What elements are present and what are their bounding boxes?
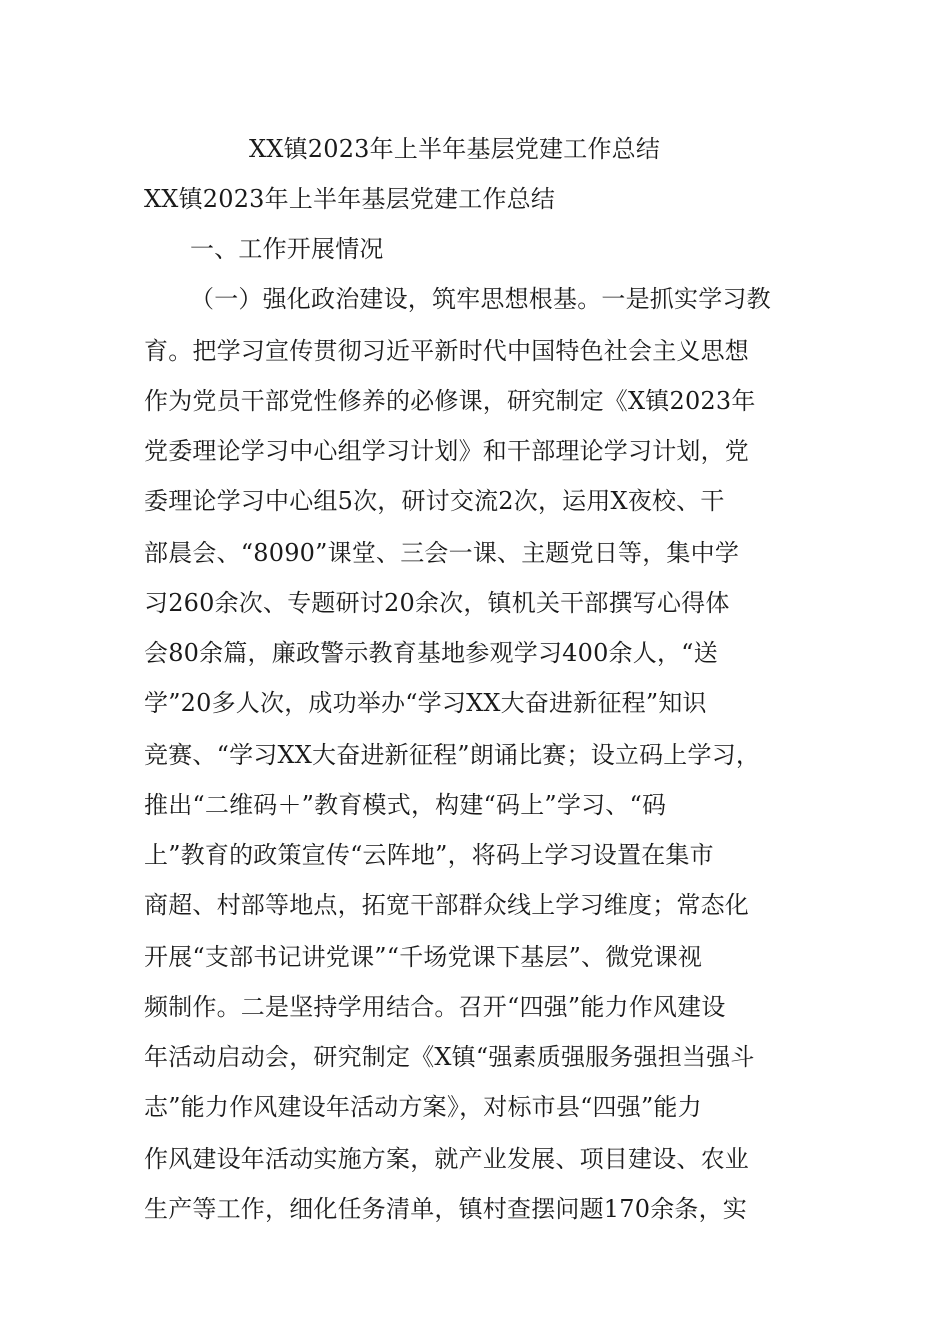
body-line: 党委理论学习中心组学习计划》和干部理论学习计划，党 xyxy=(144,437,749,465)
body-line: 育。把学习宣传贯彻习近平新时代中国特色社会主义思想 xyxy=(144,337,749,365)
body-line: 会80余篇，廉政警示教育基地参观学习400余人，“送 xyxy=(144,639,718,667)
body-line: 开展“支部书记讲党课”“千场党课下基层”、微党课视 xyxy=(144,943,703,971)
body-line: 作风建设年活动实施方案，就产业发展、项目建设、农业 xyxy=(144,1145,749,1173)
body-line: 商超、村部等地点，拓宽干部群众线上学习维度；常态化 xyxy=(144,891,749,919)
body-line: 部晨会、“8090”课堂、三会一课、主题党日等，集中学 xyxy=(144,539,740,567)
document-title: XX镇2023年上半年基层党建工作总结 xyxy=(249,135,661,163)
body-line: 上”教育的政策宣传“云阵地”，将码上学习设置在集市 xyxy=(144,841,714,869)
body-line: 志”能力作风建设年活动方案》，对标市县“四强”能力 xyxy=(144,1093,702,1121)
body-line: 年活动启动会，研究制定《X镇“强素质强服务强担当强斗 xyxy=(144,1043,755,1071)
section-heading: 一、工作开展情况 xyxy=(190,235,384,263)
body-line: 推出“二维码＋”教育模式，构建“码上”学习、“码 xyxy=(144,791,667,819)
body-line: 竞赛、“学习XX大奋进新征程”朗诵比赛；设立码上学习， xyxy=(144,741,761,769)
body-line: 委理论学习中心组5次，研讨交流2次，运用X夜校、干 xyxy=(144,487,725,515)
body-line: 生产等工作，细化任务清单，镇村查摆问题170余条，实 xyxy=(144,1195,748,1223)
body-line: 习260余次、专题研讨20余次，镇机关干部撰写心得体 xyxy=(144,589,730,617)
body-line: 学”20多人次，成功举办“学习XX大奋进新征程”知识 xyxy=(144,689,707,717)
document-subtitle: XX镇2023年上半年基层党建工作总结 xyxy=(144,185,556,213)
body-line: 作为党员干部党性修养的必修课，研究制定《X镇2023年 xyxy=(144,387,756,415)
body-line: （一）强化政治建设，筑牢思想根基。一是抓实学习教 xyxy=(190,285,771,313)
body-line: 频制作。二是坚持学用结合。召开“四强”能力作风建设 xyxy=(144,993,726,1021)
